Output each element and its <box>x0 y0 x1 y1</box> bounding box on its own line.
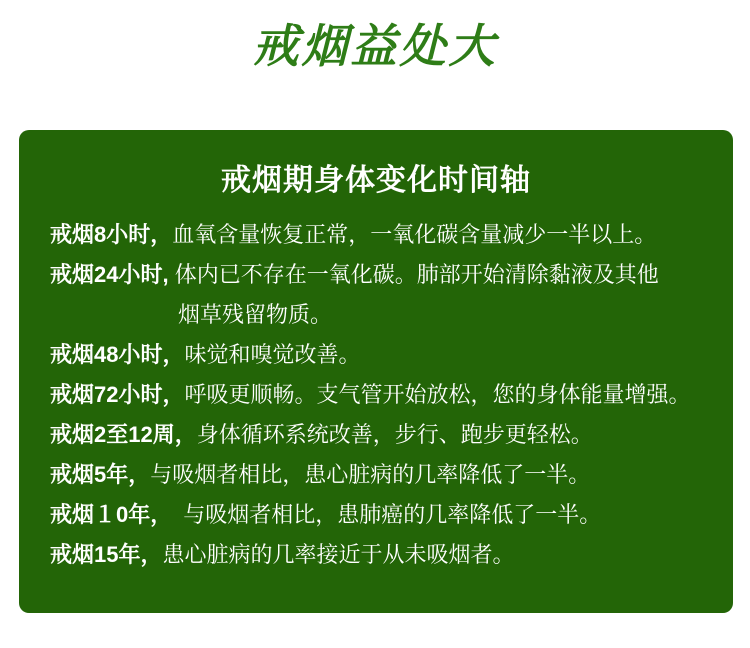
timeline-entry-8-hours <box>50 215 725 255</box>
entry-text: 身体循环系统改善，步行、跑步更轻松。 <box>196 422 593 447</box>
entry-label: 戒烟72小时， <box>50 382 185 407</box>
timeline-entry-10-years <box>50 495 725 535</box>
entry-text: 血氧含量恢复正常，一氧化碳含量减少一半以上。 <box>172 222 657 247</box>
page-title: 戒烟益处大 <box>252 20 498 72</box>
entry-label: 戒烟2至12周， <box>50 422 197 447</box>
timeline-entry-5-years <box>50 455 725 495</box>
card-title: 戒烟期身体变化时间轴 <box>221 164 531 197</box>
entry-text: 患心脏病的几率接近于从未吸烟者。 <box>162 542 515 567</box>
entry-text: 与吸烟者相比，患心脏病的几率降低了一半。 <box>150 462 591 487</box>
entry-label: 戒烟１0年， <box>50 502 162 527</box>
entry-text: 味觉和嗅觉改善。 <box>184 342 361 367</box>
entry-label: 戒烟24小时, <box>50 262 169 287</box>
timeline-entry-2-12-weeks <box>50 415 725 455</box>
entry-label: 戒烟8小时， <box>50 222 173 247</box>
entry-text: 与吸烟者相比，患肺癌的几率降低了一半。 <box>161 502 602 527</box>
timeline <box>19 215 733 575</box>
entry-label: 戒烟5年， <box>50 462 151 487</box>
entry-text: 体内已不存在一氧化碳。肺部开始清除黏液及其他 <box>168 262 659 287</box>
timeline-entry-72-hours <box>50 375 725 415</box>
entry-label: 戒烟15年， <box>50 542 163 567</box>
entry-text: 呼吸更顺畅。支气管开始放松，您的身体能量增强。 <box>184 382 691 407</box>
entry-label: 戒烟48小时， <box>50 342 185 367</box>
timeline-entry-15-years <box>50 535 725 575</box>
timeline-entry-48-hours <box>50 335 725 375</box>
entry-text-continued: 烟草残留物质。 <box>178 302 333 327</box>
timeline-entry-24-hours <box>50 255 725 335</box>
benefits-card <box>19 130 733 613</box>
